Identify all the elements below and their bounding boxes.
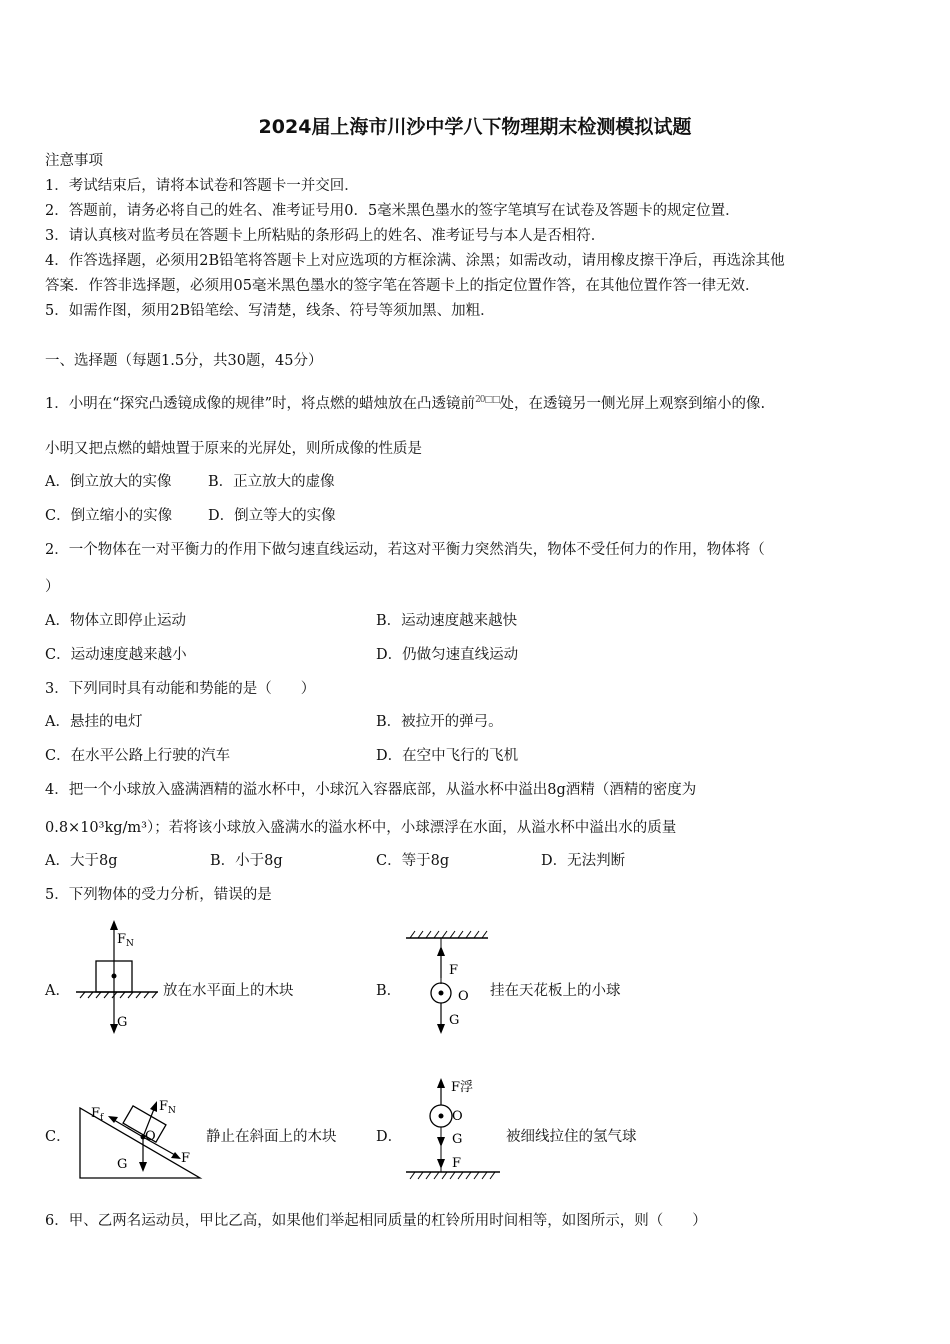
- q4-option-c: C．等于8g: [376, 853, 450, 869]
- q2-option-d: D．仍做匀速直线运动: [376, 647, 519, 663]
- question-2-stem: 2．一个物体在一对平衡力的作用下做匀速直线运动，若这对平衡力突然消失，物体不受任何力的作用，物体将（: [45, 542, 765, 558]
- q4-option-a: A．大于8g: [45, 853, 118, 869]
- q1-formula-placeholder: 20□□: [475, 395, 500, 405]
- notice-item: 1．考试结束后，请将本试卷和答题卡一并交回．: [45, 178, 359, 194]
- q1-option-b: B．正立放大的虚像: [208, 474, 335, 490]
- q5-figure-a: [70, 918, 165, 1038]
- q5c-o-label: O: [145, 1129, 156, 1144]
- q5-option-c-text: 静止在斜面上的木块: [206, 1129, 337, 1145]
- q3-option-b: B．被拉开的弹弓。: [376, 714, 503, 730]
- q5c-ff-label: $F_f$: [91, 1106, 104, 1123]
- q5d-f-label: F: [452, 1156, 462, 1171]
- question-5-stem: 5．下列物体的受力分析，错误的是: [45, 887, 272, 903]
- section-heading: 一、选择题（每题1.5分，共30题，45分）: [45, 353, 323, 369]
- notice-item: 2．答题前，请务必将自己的姓名、准考证号用0．5毫米黑色墨水的签字笔填写在试卷及答题卡的规定位置．: [45, 203, 740, 219]
- q3-option-a: A．悬挂的电灯: [45, 714, 143, 730]
- q5d-o-label: O: [452, 1109, 463, 1124]
- q5c-fn-label: $F_N$: [159, 1099, 176, 1116]
- q5-option-a-text: 放在水平面上的木块: [163, 983, 294, 999]
- q5-option-c-letter: C．: [45, 1129, 71, 1145]
- q3-option-c: C．在水平公路上行驶的汽车: [45, 748, 231, 764]
- notice-item: 答案．作答非选择题，必须用05毫米黑色墨水的签字笔在答题卡上的指定位置作答，在其他位置作答一律无效．: [45, 278, 760, 294]
- q5a-g-label: G: [117, 1015, 128, 1030]
- q5a-fn-label: $F_N$: [117, 932, 134, 949]
- question-4-stem2: 0.8×10³kg/m³）；若将该小球放入盛满水的溢水杯中，小球漂浮在水面，从溢水杯中溢出水的质量: [45, 820, 677, 836]
- q5-option-b-letter: B．: [376, 983, 402, 999]
- question-1-stem2: 小明又把点燃的蜡烛置于原来的光屏处，则所成像的性质是: [45, 441, 422, 457]
- q2-option-b: B．运动速度越来越快: [376, 613, 518, 629]
- q5d-ffu-label: F浮: [451, 1080, 474, 1095]
- q1-option-a: A．倒立放大的实像: [45, 474, 172, 490]
- notice-item: 4．作答选择题，必须用2B铅笔将答题卡上对应选项的方框涂满、涂黑；如需改动，请用橡皮擦干净后，再选涂其他: [45, 253, 785, 269]
- q5-option-d-letter: D．: [376, 1129, 403, 1145]
- notice-item: 3．请认真核对监考员在答题卡上所粘贴的条形码上的姓名、准考证号与本人是否相符．: [45, 228, 606, 244]
- q5-option-a-letter: A．: [45, 983, 70, 999]
- question-6-stem: 6．甲、乙两名运动员，甲比乙高，如果他们举起相同质量的杠铃所用时间相等，如图所示，则（ ）: [45, 1213, 707, 1229]
- q3-option-d: D．在空中飞行的飞机: [376, 748, 519, 764]
- notice-item: 5．如需作图，须用2B铅笔绘、写清楚，线条、符号等须加黑、加粗．: [45, 303, 495, 319]
- q5b-o-label: O: [458, 989, 469, 1004]
- q1-stem-part1: 1．小明在“探究凸透镜成像的规律”时，将点燃的蜡烛放在凸透镜前: [45, 395, 476, 412]
- question-2-stem2: ）: [45, 579, 60, 595]
- q5-option-d-text: 被细线拉住的氢气球: [506, 1129, 637, 1145]
- q1-option-c: C．倒立缩小的实像: [45, 508, 173, 524]
- q5b-f-label: F: [449, 963, 459, 978]
- q5c-f-label: F: [181, 1151, 191, 1166]
- q5d-g-label: G: [452, 1132, 463, 1147]
- q4-option-d: D．无法判断: [541, 853, 626, 869]
- q5c-g-label: G: [117, 1157, 128, 1172]
- notice-heading: 注意事项: [45, 153, 103, 169]
- q4-option-b: B．小于8g: [210, 853, 283, 869]
- q2-option-a: A．物体立即停止运动: [45, 613, 186, 629]
- q1-stem-part2: 处，在透镜另一侧光屏上观察到缩小的像.: [499, 395, 766, 412]
- q5-option-b-text: 挂在天花板上的小球: [490, 983, 621, 999]
- question-1-stem: [45, 391, 765, 413]
- q5-figure-d: [400, 1072, 505, 1182]
- q5-figure-b: [400, 928, 495, 1040]
- page-title: 2024届上海市川沙中学八下物理期末检测模拟试题: [258, 116, 692, 138]
- q2-option-c: C．运动速度越来越小: [45, 647, 187, 663]
- q5-figure-c: [75, 1092, 205, 1180]
- q1-option-d: D．倒立等大的实像: [208, 508, 336, 524]
- question-3-stem: 3．下列同时具有动能和势能的是（ ）: [45, 681, 316, 697]
- q5b-g-label: G: [449, 1013, 460, 1028]
- question-4-stem: 4．把一个小球放入盛满酒精的溢水杯中，小球沉入容器底部，从溢水杯中溢出8g酒精（酒精的密度为: [45, 782, 697, 798]
